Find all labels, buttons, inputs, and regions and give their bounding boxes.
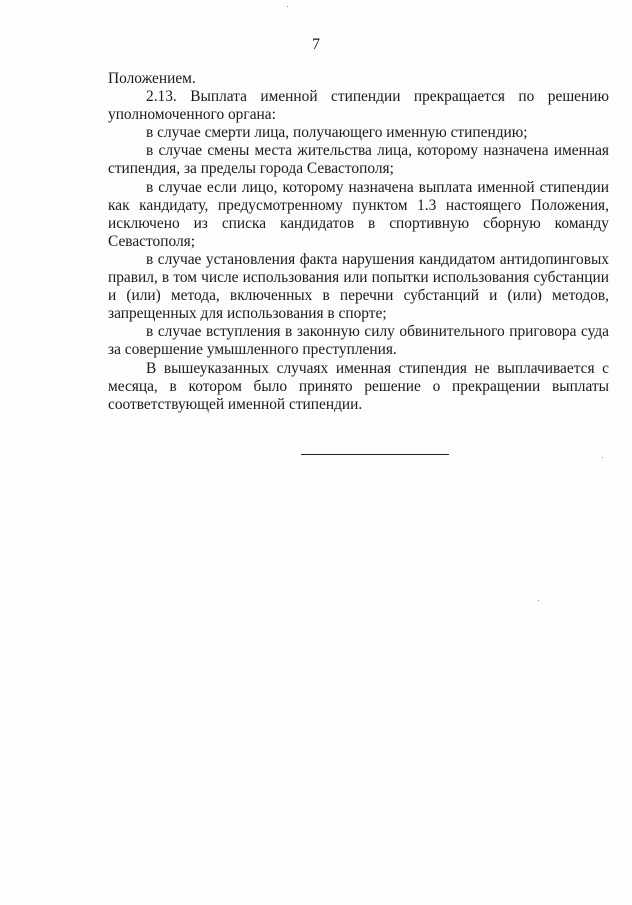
paragraph-case-conviction: в случае вступления в законную силу обвинительного приговора суда за совершение умышленного преступления. <box>108 323 609 359</box>
paragraph-case-death: в случае смерти лица, получающего именную стипендию; <box>146 124 528 142</box>
paragraph-clause-2-13: 2.13. Выплата именной стипендии прекращается по решению уполномоченного органа: <box>108 88 609 124</box>
end-of-document-rule <box>301 454 449 455</box>
paragraph-case-excluded-from-list: в случае если лицо, которому назначена выплата именной стипендии как кандидату, предусмотренному пунктом 1.3 настоящего Положения, исключено из списка кандидатов в спортивную сборную команду Севастополя; <box>108 178 609 250</box>
scan-speck <box>602 457 603 458</box>
page-number: 7 <box>312 36 320 53</box>
scan-speck <box>538 600 539 601</box>
paragraph-case-doping-violation: в случае установления факта нарушения кандидатом антидопинговых правил, в том числе использования или попытки использования субстанции и (или) метода, включенных в перечни субстанций и (или) методов, запрещенных для использования в спорте; <box>108 250 609 323</box>
paragraph-continuation: Положением. <box>108 70 196 87</box>
scan-speck <box>287 6 288 7</box>
paragraph-payment-termination: В вышеуказанных случаях именная стипендия не выплачивается с месяца, в котором было принято решение о прекращении выплаты соответствующей именной стипендии. <box>108 359 609 413</box>
paragraph-case-residence-change: в случае смены места жительства лица, которому назначена именная стипендия, за пределы города Севастополя; <box>108 142 609 178</box>
document-body <box>108 70 609 414</box>
